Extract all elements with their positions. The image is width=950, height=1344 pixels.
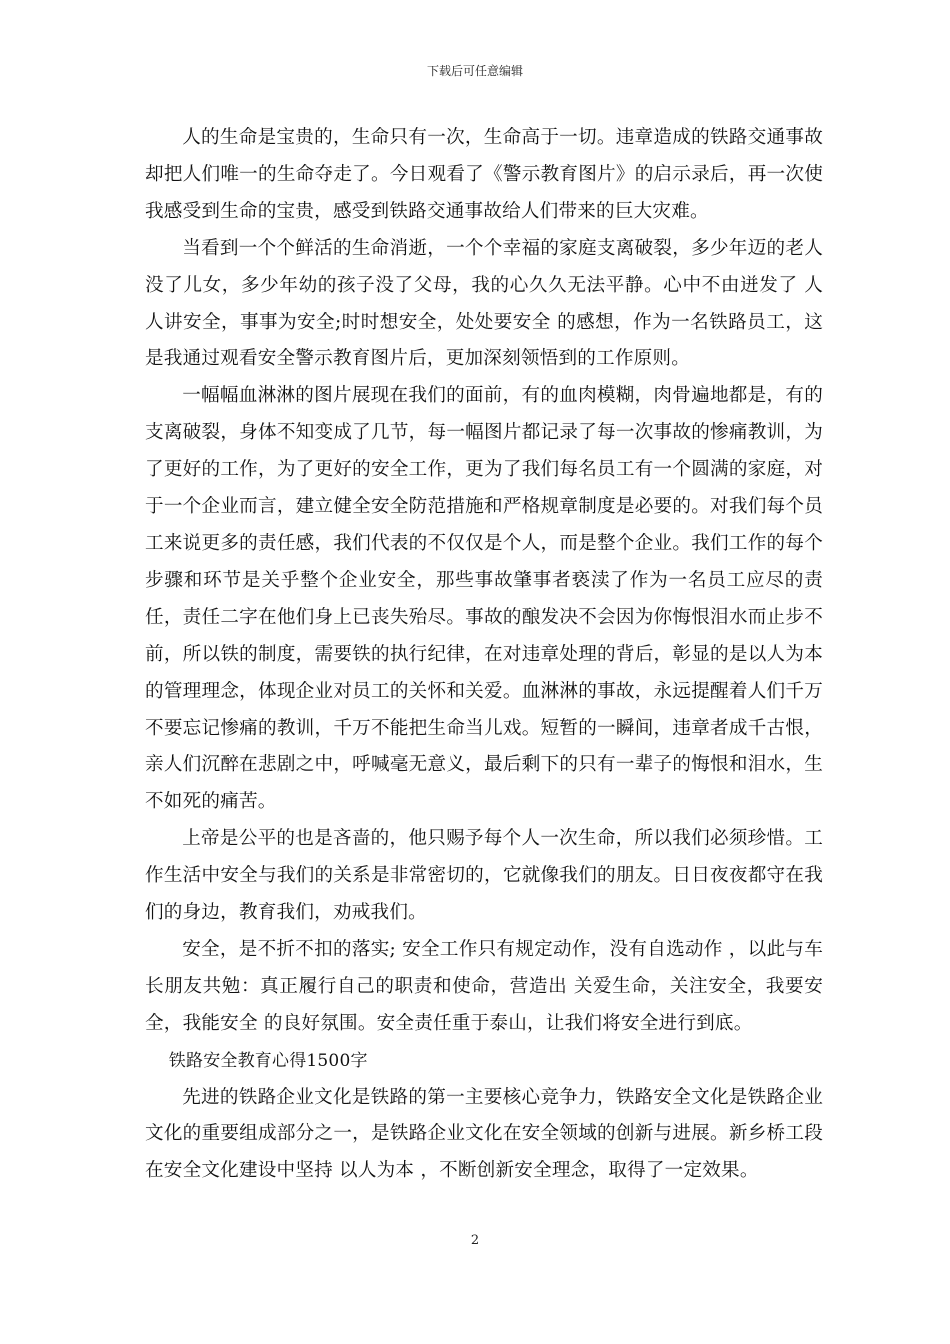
- document-body: [145, 120, 823, 1190]
- paragraph-5: 安全，是不折不扣的落实; 安全工作只有规定动作，没有自选动作 ，以此与车长朋友共勉：真正履行自己的职责和使命，营造出 关爱生命，关注安全，我要安全，我能安全 的良好氛围。安全责任重于泰山，让我们将安全进行到底。: [145, 938, 823, 1034]
- paragraph-2: 当看到一个个鲜活的生命消逝，一个个幸福的家庭支离破裂，多少年迈的老人没了儿女，多少年幼的孩子没了父母，我的心久久无法平静。心中不由迸发了 人人讲安全，事事为安全;时时想安全，处处要安全 的感想，作为一名铁路员工，这是我通过观看安全警示教育图片后，更加深刻领悟到的工作原则。: [145, 237, 823, 370]
- paragraph-6: 先进的铁路企业文化是铁路的第一主要核心竞争力，铁路安全文化是铁路企业文化的重要组成部分之一，是铁路企业文化在安全领域的创新与进展。新乡桥工段在安全文化建设中坚持 以人为本 ，不断创新安全理念，取得了一定效果。: [145, 1086, 823, 1182]
- paragraph-3: 一幅幅血淋淋的图片展现在我们的面前，有的血肉模糊，肉骨遍地都是，有的支离破裂，身体不知变成了几节，每一幅图片都记录了每一次事故的惨痛教训，为了更好的工作，为了更好的安全工作，更为了我们每名员工有一个圆满的家庭，对于一个企业而言，建立健全安全防范措施和严格规章制度是必要的。对我们每个员工来说更多的责任感，我们代表的不仅仅是个人，而是整个企业。我们工作的每个步骤和环节是关乎整个企业安全，那些事故肇事者亵渎了作为一名员工应尽的责任，责任二字在他们身上已丧失殆尽。事故的酿发决不会因为你悔恨泪水而止步不前，所以铁的制度，需要铁的执行纪律，在对违章处理的背后，彰显的是以人为本的管理理念，体现企业对员工的关怀和关爱。血淋淋的事故，永远提醒着人们千万不要忘记惨痛的教训，千万不能把生命当儿戏。短暂的一瞬间，违章者成千古恨，亲人们沉醉在悲剧之中，呼喊毫无意义，最后剩下的只有一辈子的悔恨和泪水，生不如死的痛苦。: [145, 385, 823, 813]
- page-number: 2: [470, 1233, 480, 1248]
- paragraph-1: 人的生命是宝贵的，生命只有一次，生命高于一切。违章造成的铁路交通事故却把人们唯一的生命夺走了。今日观看了《警示教育图片》的启示录后，再一次使我感受到生命的宝贵，感受到铁路交通事故给人们带来的巨大灾难。: [145, 127, 823, 222]
- page-header: 下载后可任意编辑: [426, 64, 523, 78]
- section-subheading: 铁路安全教育心得1500字: [168, 1050, 368, 1071]
- paragraph-4: 上帝是公平的也是吝啬的，他只赐予每个人一次生命，所以我们必须珍惜。工作生活中安全与我们的关系是非常密切的，它就像我们的朋友。日日夜夜都守在我们的身边，教育我们，劝戒我们。: [145, 828, 823, 924]
